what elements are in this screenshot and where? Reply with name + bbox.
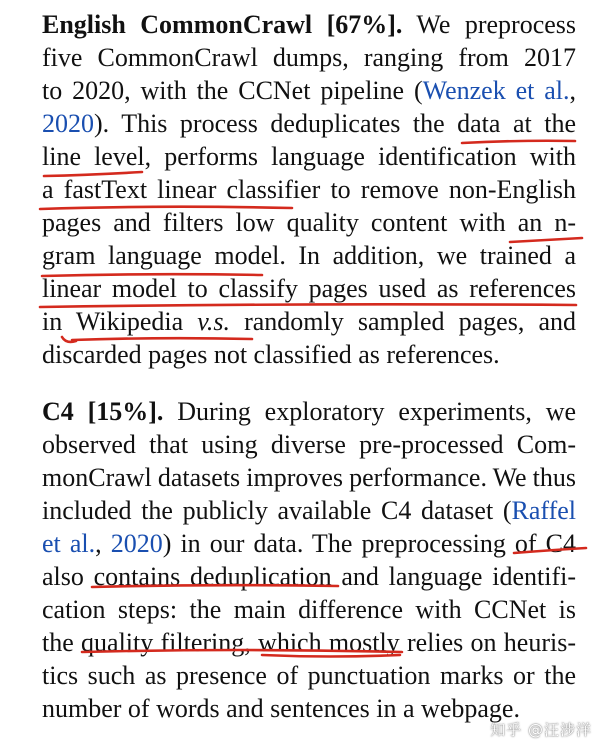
text-line: to 2020, with the CCNet pipeline (Wenzek et al., [42, 76, 576, 105]
paragraph-english-commoncrawl [42, 8, 576, 371]
text-line: et al., 2020) in our data. The preprocessing of C4 [42, 529, 577, 558]
text-line: 2020). This process deduplicates the data at the [42, 109, 576, 138]
citation-link[interactable]: et al. [42, 529, 96, 558]
text-line: tics such as presence of punctuation marks or the [42, 661, 576, 690]
text-line: English CommonCrawl [67%]. We preprocess [42, 10, 577, 39]
citation-link[interactable]: 2020 [42, 109, 94, 138]
text-line: line level, performs language identification with [42, 142, 576, 171]
text-line: a fastText linear classifier to remove non-English [42, 175, 576, 204]
text-line: pages and filters low quality content with an n- [42, 208, 576, 237]
text-line: linear model to classify pages used as references [42, 274, 576, 303]
text-line: five CommonCrawl dumps, ranging from 2017 [42, 43, 576, 72]
text-line: observed that using diverse pre-processed Com- [42, 430, 576, 459]
watermark: 知乎 @汪涉洋 [490, 721, 592, 739]
text-line: monCrawl datasets improves performance. We thus [42, 463, 576, 492]
text-line: gram language model. In addition, we trained a [42, 241, 576, 270]
paragraph-c4 [42, 395, 576, 725]
text-line: also contains deduplication and language identifi- [42, 562, 576, 591]
citation-link[interactable]: Raffel [511, 496, 576, 525]
text-line: in Wikipedia v.s. randomly sampled pages, and [42, 307, 576, 336]
text-line: C4 [15%]. During exploratory experiments, we [42, 397, 577, 426]
text-line: number of words and sentences in a webpage. [42, 694, 520, 723]
citation-link[interactable]: 2020 [110, 529, 163, 558]
text-line: discarded pages not classified as references. [42, 340, 500, 369]
text-line: cation steps: the main difference with CCNet is [42, 595, 576, 624]
italic-text: v.s. [197, 307, 230, 336]
text-line: the quality filtering, which mostly relies on heuris- [42, 628, 576, 657]
citation-link[interactable]: Wenzek et al. [422, 76, 570, 105]
section-heading: C4 [15%]. [42, 397, 164, 426]
text-line: included the publicly available C4 dataset (Raffel [42, 496, 576, 525]
section-heading: English CommonCrawl [67%]. [42, 10, 403, 39]
